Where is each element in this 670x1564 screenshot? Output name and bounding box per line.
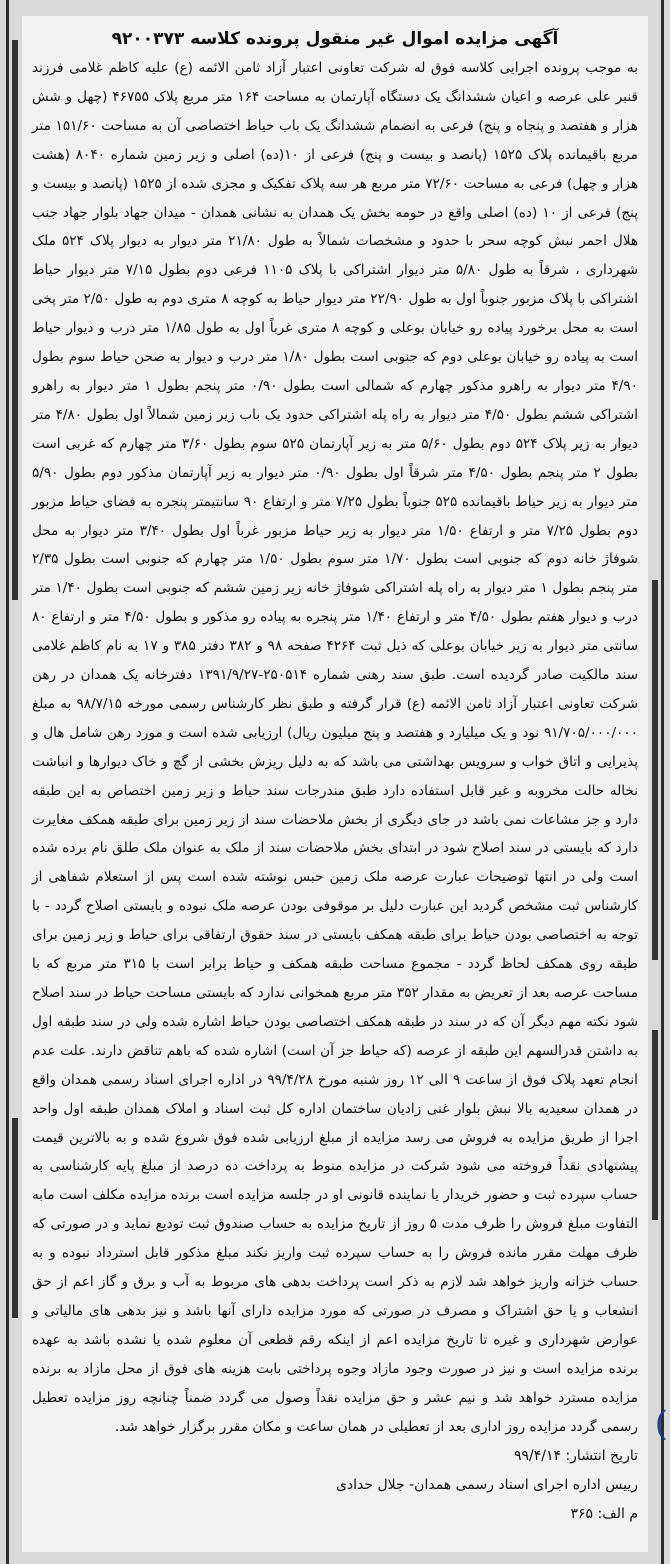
scan-edge-mark [652,1030,658,1220]
auction-notice [22,16,648,1552]
publish-date: تاریخ انتشار: ۹۹/۴/۱۴ [513,1447,638,1464]
scan-edge-mark [12,40,18,600]
scan-frame-right [661,0,664,1564]
notice-body: به موجب پرونده اجرایی کلاسه فوق له شرکت تعاونی اعتبار آزاد ثامن الائمه (ع) علیه کاظم غلامی فرزند قنبر علی عرصه و اعیان ششدانگ یک دستگاه آپارتمان به مساحت ۱۶۴ متر مربع پلاک ۴۶۷۵۵ (چهل و شش هزار و هفتصد و پنجاه و پنج) فرعی به انضمام ششدانگ یک باب حیاط اختصاصی آن به مساحت ۱۵۱/۶۰ متر مربع باقیمانده پلاک ۱۵۲۵ (پانصد و بیست و پنج) فرعی از ۱۰(ده) اصلی و زیر زمین شماره ۸۰۴۰ (هشت هزار و چهل) فرعی به مساحت ۷۲/۶۰ متر مربع هر سه پلاک تفکیک و مجزی شده از ۱۵۲۵ (پانصد و بیست و پنج) فرعی از ۱۰ (ده) اصلی واقع در حومه بخش یک همدان به نشانی همدان - میدان جهاد بلوار جهاد جنب هلال احمر نبش کوچه سحر با حدود و مشخصات شمالاً به طول ۲۱/۸۰ متر دیوار به دیوار پلاک ۵۲۴ ملک شهرداری ، شرقاً به طول ۵/۸۰ متر دیوار اشتراکی با پلاک ۱۱۰۵ فرعی دوم بطول ۷/۱۵ متر دیوار حیاط اشتراکی با پلاک مزبور جنوباً اول به طول ۲۲/۹۰ متر دیوار حیاط به کوچه ۸ متری دوم به طول ۲/۵۰ متر پخی است به محل برخورد پیاده رو خیابان بوعلی و کوچه ۸ متری غرباً اول به طول ۱/۸۵ متر درب و دیوار حیاط است به پیاده رو خیابان بوعلی دوم که جنوبی است بطول ۱/۸۰ متر درب و دیوار به صحن حیاط سوم بطول ۴/۹۰ متر دیوار به راهرو مذکور چهارم که شمالی است بطول ۰/۹۰ متر پنجم بطول ۱ متر دیوار به راهرو اشتراکی ششم بطول ۴/۵۰ متر دیوار به راه پله اشتراکی حدود یک باب زیر زمین شمالاً اول بطول ۴/۸۰ متر دیوار به زیر پلاک ۵۲۴ دوم بطول ۵/۶۰ متر به زیر آپارتمان ۵۲۵ سوم بطول ۳/۶۰ متر چهارم که غربی است بطول ۲ متر پنجم بطول ۴/۵۰ متر شرقاً اول بطول ۰/۹۰ متر دیوار به زیر آپارتمان مذکور دوم بطول ۵/۹۰ متر دیوار به زیر حیاط باقیمانده ۵۲۵ جنوباً بطول ۷/۲۵ متر و ارتفاع ۹۰ سانتیمتر پنجره به فضای حیاط مزبور دوم بطول ۷/۲۵ متر و ارتفاع ۱/۵۰ متر دیوار به زیر حیاط مزبور غرباً اول بطول ۳/۴۰ متر دیوار به محل شوفاژ خانه دوم که جنوبی است بطول ۱/۷۰ متر سوم بطول ۱/۵۰ متر چهارم که جنوبی است بطول ۲/۳۵ متر پنجم بطول ۱ متر دیوار به راه پله اشتراکی شوفاژ خانه زیر زمین ششم که جنوبی است بطول ۱/۴۰ متر درب و دیوار هفتم بطول ۴/۵۰ متر و ارتفاع ۱/۴۰ متر پنجره به پیاده رو مذکور و بطول ۴/۵۰ متر و ارتفاع ۸۰ سانتی متر دیوار به زیر خیابان بوعلی که ذیل ثبت ۴۲۶۴ صفحه ۹۸ و ۳۸۲ دفتر ۳۸۵ و ۱۷ به نام کاظم غلامی سند مالکیت صادر گردیده است. طبق سند رهنی شماره ۲۵۰۵۱۴-۱۳۹۱/۹/۲۷ دفترخانه یک همدان در رهن شرکت تعاونی اعتبار آزاد ثامن الائمه (ع) قرار گرفته و طبق نظر کارشناس رسمی مورخه ۹۸/۷/۱۵ به مبلغ ۹۱/۷۰۵/۰۰۰/۰۰۰ نود و یک میلیارد و هفتصد و پنج میلیون ریال) ارزیابی شده است و مورد رهن شامل هال و پذیرایی و اتاق خواب و سرویس بهداشتی می باشد که به دلیل ریزش بخشی از گچ و خاک دیوارها و انباشت نخاله حالت مخروبه و غیر قابل استفاده دارد طبق مندرجات سند حیاط و زیر زمین اختصاص به این طبقه دارد و جز مشاعات نمی باشد در جای دیگری از بخش ملاحضات سند از زیر زمین برای طبقه همکف مغایرت دارد که بایستی در سند اصلاح شود در ابتدای بخش ملاحضات سند از ملک به عنوان ملک طلق نام برده شده است ولی در انتها توضیحات عبارت عرصه ملک زمین حبس نوشته شده است پس از استعلام شفاهی از کارشناس ثبت مشخص گردید این عبارت دلیل بر موقوفی بودن عرصه ملک نبوده و بایستی اصلاح گردد - با توجه به اختصاصی بودن حیاط برای طبقه همکف بایستی در سند حقوق ارتفاقی برای حیاط و زیر زمین برای طبقه روی همکف لحاظ گردد - مجموع مساحت طبقه همکف و حیاط برابر است با ۳۱۵ متر مربع که با مساحت عرصه بعد از تعریض به مقدار ۳۵۲ متر مربع همخوانی ندارد که بایستی مساحت حیاط در سند اصلاح شود نکته مهم دیگر آن که در سند در طبقه همکف اختصاصی بودن حیاط اشاره شده ولی در سند طبقه اول به داشتن قدرالسهم این طبقه از عرصه (که حیاط جز آن است) اشاره شده که باهم تناقض دارند. علت عدم انجام تعهد پلاک فوق از ساعت ۹ الی ۱۲ روز شنبه مورخ ۹۹/۴/۲۸ در اداره اجرای اسناد رسمی همدان واقع در همدان سعیدیه بالا نبش بلوار غنی زادیان ساختمان اداره کل ثبت اسناد و املاک همدان طبقه اول واحد اجرا از طریق مزایده به فروش می رسد مزایده از مبلغ ارزیابی شده فوق شروع شده و به بالاترین قیمت پیشنهادی نقداً فروخته می شود شرکت در مزایده منوط به پرداخت ده درصد از مبلغ پایه کارشناسی به حساب سپرده ثبت و حضور خریدار یا نماینده قانونی او در جلسه مزایده است برنده مزایده مکلف است مابه التفاوت مبلغ فروش را ظرف مدت ۵ روز از تاریخ مزایده به حساب صندوق ثبت تودیع نماید و در صورتی که ظرف مهلت مقرر مانده فروش را به حساب سپرده ثبت واریز نکند مبلغ مذکور قابل استرداد نبوده و به حساب خزانه واریز خواهد شد لازم به ذکر است پرداخت بدهی های مربوط به آب و برق و گاز اعم از حق انشعاب و یا حق اشتراک و مصرف در صورتی که مورد مزایده دارای آنها باشد و نیز بدهی های مالیاتی و عوارض شهرداری و غیره تا تاریخ مزایده اعم از اینکه رقم قطعی آن معلوم شده یا نشده باشد به عهده برنده مزایده است و نیز در صورت وجود مازاد وجوه پرداختی بابت هزینه های فوق از محل مازاد به برنده مزایده مسترد خواهد شد و نیم عشر و حق مزایده نقداً وصول می گردد ضمناً چنانچه روز مزایده تعطیل رسمی گردد مزایده روز اداری بعد از تعطیلی در همان ساعت و مکان مقرر برگزار خواهد شد. [32,60,639,1435]
scan-edge-mark [652,580,658,960]
scan-edge-mark [12,1118,18,1318]
reference-number: م الف: ۳۶۵ [570,1505,638,1522]
scan-frame-left [6,0,9,1564]
notice-title: آگهی مزایده اموال غیر منقول پرونده کلاسه ۹۲۰۰۳۷۳ [111,29,559,49]
signature: رییس اداره اجرای اسناد رسمی همدان- جلال حدادی [335,1476,638,1493]
margin-bracket-icon: ( [654,1404,668,1444]
